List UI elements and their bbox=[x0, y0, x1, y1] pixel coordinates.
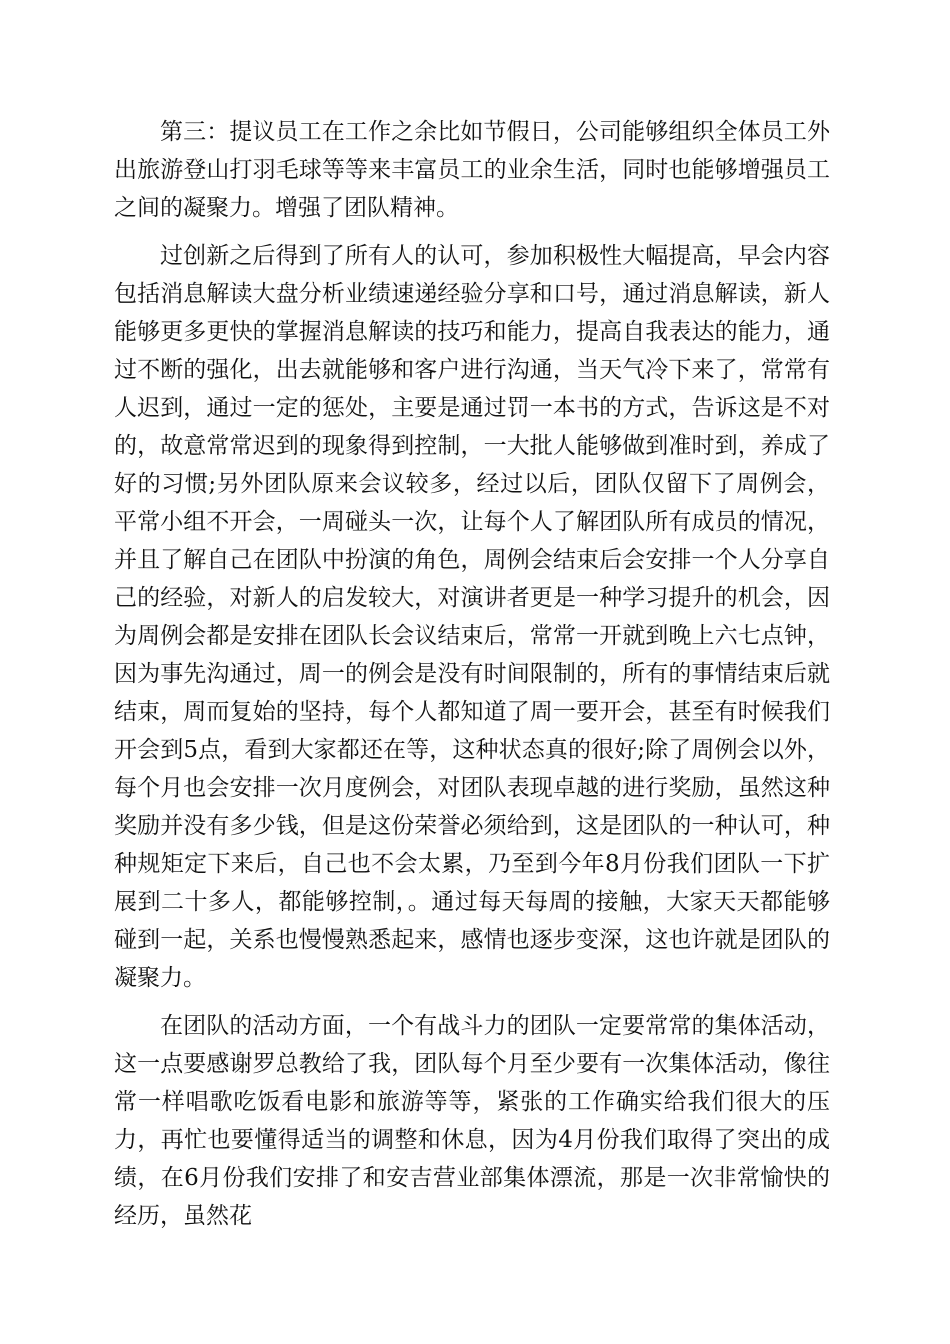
document-page bbox=[114, 113, 830, 1235]
paragraph-3: 在团队的活动方面，一个有战斗力的团队一定要常常的集体活动，这一点要感谢罗总教给了我，团队每个月至少要有一次集体活动，像往常一样唱歌吃饭看电影和旅游等等，紧张的工作确实给我们很大的压力，再忙也要懂得适当的调整和休息，因为4月份我们取得了突出的成绩，在6月份我们安排了和安吉营业部集体漂流，那是一次非常愉快的经历，虽然花 bbox=[114, 1013, 830, 1229]
paragraph-2: 过创新之后得到了所有人的认可，参加积极性大幅提高，早会内容包括消息解读大盘分析业绩速递经验分享和口号，通过消息解读，新人能够更多更快的掌握消息解读的技巧和能力，提高自我表达的能力，通过不断的强化，出去就能够和客户进行沟通，当天气冷下来了，常常有人迟到，通过一定的惩处，主要是通过罚一本书的方式，告诉这是不对的，故意常常迟到的现象得到控制，一大批人能够做到准时到，养成了好的习惯;另外团队原来会议较多，经过以后，团队仅留下了周例会，平常小组不开会，一周碰头一次，让每个人了解团队所有成员的情况，并且了解自己在团队中扮演的角色，周例会结束后会安排一个人分享自己的经验，对新人的启发较大，对演讲者更是一种学习提升的机会，因为周例会都是安排在团队长会议结束后，常常一开就到晚上六七点钟，因为事先沟通过，周一的例会是没有时间限制的，所有的事情结束后就结束，周而复始的坚持，每个人都知道了周一要开会，甚至有时候我们开会到5点，看到大家都还在等，这种状态真的很好;除了周例会以外，每个月也会安排一次月度例会，对团队表现卓越的进行奖励，虽然这种奖励并没有多少钱，但是这份荣誉必须给到，这是团队的一种认可，种种规矩定下来后，自己也不会太累，乃至到今年8月份我们团队一下扩展到二十多人，都能够控制，。通过每天每周的接触，大家天天都能够碰到一起，关系也慢慢熟悉起来，感情也逐步变深，这也许就是团队的凝聚力。 bbox=[114, 243, 830, 991]
paragraph-1: 第三：提议员工在工作之余比如节假日，公司能够组织全体员工外出旅游登山打羽毛球等等来丰富员工的业余生活，同时也能够增强员工之间的凝聚力。增强了团队精神。 bbox=[114, 119, 830, 221]
